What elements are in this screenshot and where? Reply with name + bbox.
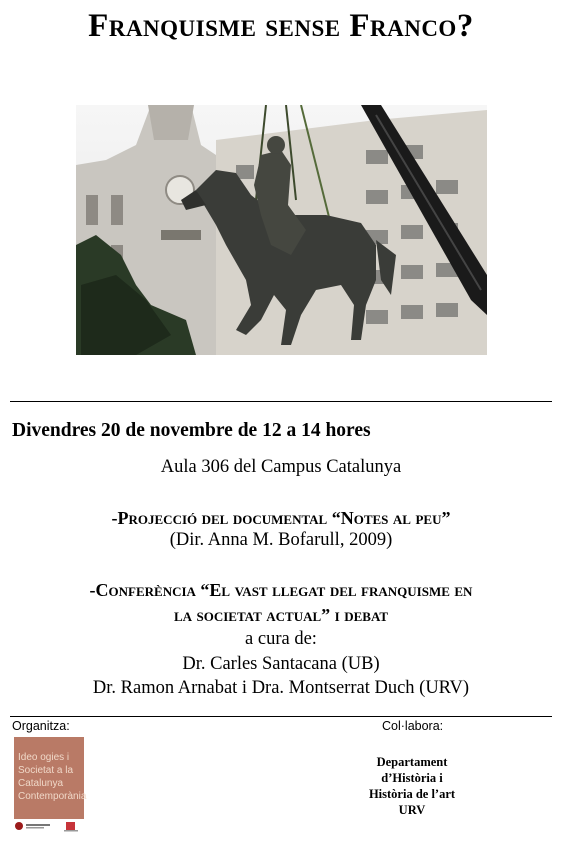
dept-line-1: Departament — [376, 755, 448, 769]
department-credit — [352, 754, 472, 818]
logo-line-3: Catalunya — [18, 778, 64, 789]
statue-photo — [76, 105, 487, 355]
university-logos — [14, 820, 84, 832]
conference-title-line2: la societat actual” i debat — [173, 605, 389, 625]
dept-line-3: Història de l’art — [368, 787, 456, 801]
projection-title: -Projecció del documental “Notes al peu” — [111, 508, 451, 528]
organizer-label: Organitza: — [12, 719, 70, 733]
event-date: Divendres 20 de novembre de 12 a 14 hores — [12, 420, 371, 441]
dept-line-4: URV — [398, 803, 426, 817]
divider-top — [10, 401, 552, 402]
divider-bottom — [10, 716, 552, 717]
projection-credit: (Dir. Anna M. Bofarull, 2009) — [169, 530, 393, 550]
research-group-logo — [14, 737, 87, 819]
page-title: Franquisme sense Franco? — [88, 8, 474, 44]
conference-curated-by: a cura de: — [245, 629, 317, 649]
logo-line-4: Contemporània — [18, 791, 87, 802]
speaker-2: Dr. Ramon Arnabat i Dra. Montserrat Duch (URV) — [92, 678, 470, 698]
speaker-1: Dr. Carles Santacana (UB) — [182, 654, 380, 674]
event-location: Aula 306 del Campus Catalunya — [160, 457, 402, 477]
dept-line-2: d’Història i — [381, 771, 443, 785]
conference-title-line1: -Conferència “El vast llegat del franquisme en — [89, 580, 473, 600]
collaborator-label: Col·labora: — [382, 719, 444, 733]
logo-line-2: Societat a la — [18, 765, 74, 776]
logo-line-1: Ideo ogies i — [18, 752, 70, 763]
